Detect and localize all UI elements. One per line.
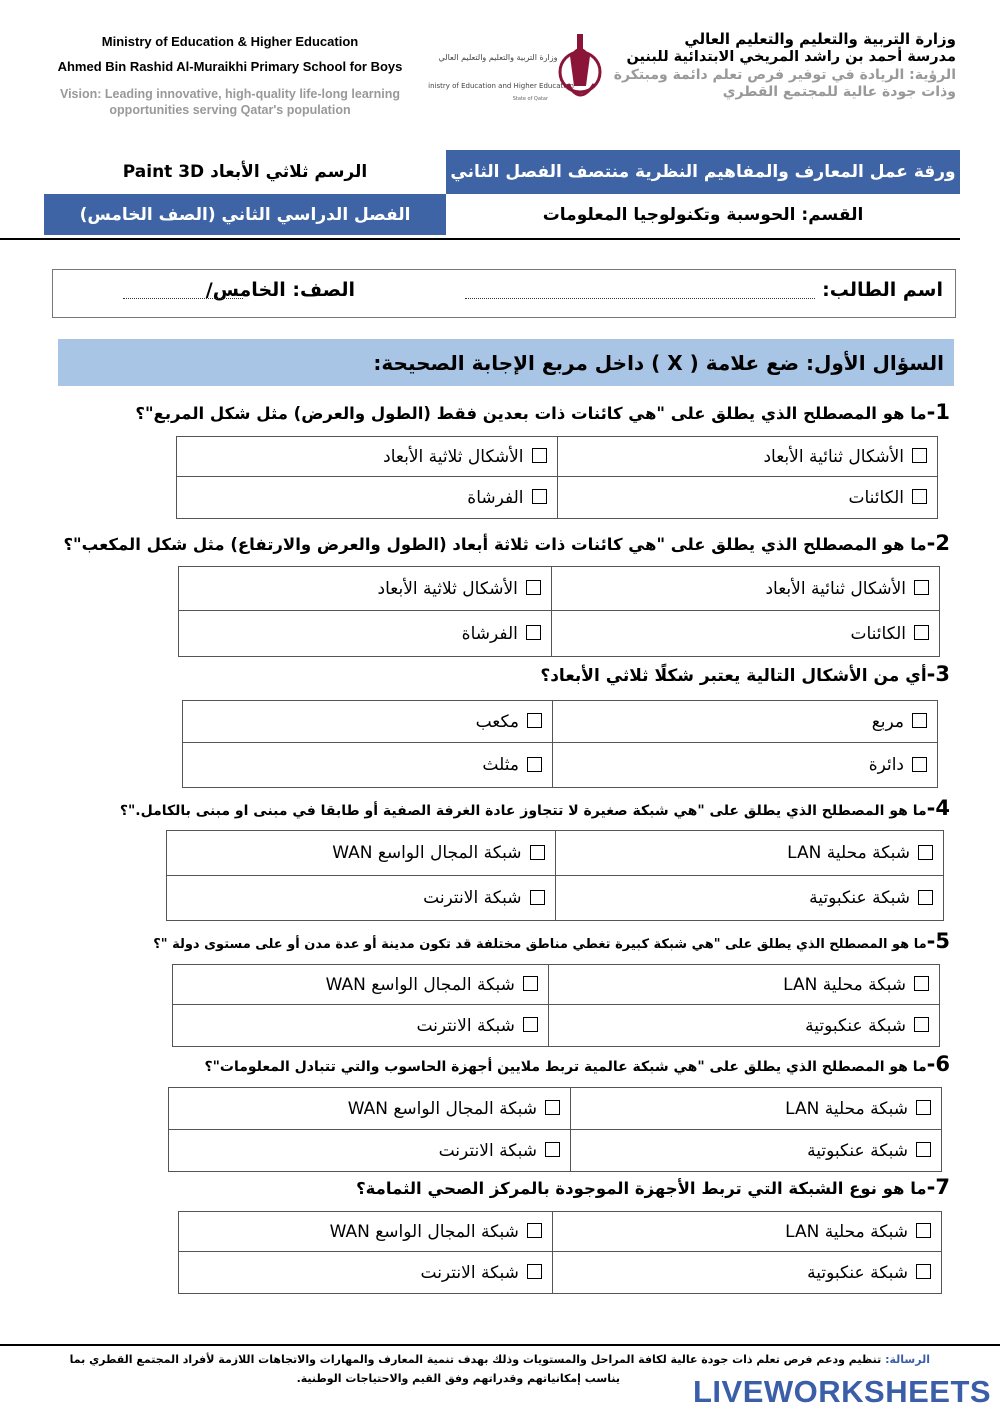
header-divider (0, 238, 960, 240)
message-text-2: يناسب إمكانياتهم وقدراتهم وفق القيم والاحتياجات الوطنية. (296, 1372, 620, 1385)
logo-text-sub: State of Qatar (512, 96, 548, 102)
term-label: الفصل الدراسي الثاني (الصف الخامس) (44, 194, 446, 235)
checkbox-icon[interactable] (912, 489, 927, 504)
student-name-label: اسم الطالب: (822, 279, 943, 301)
student-info-box (52, 269, 956, 318)
checkbox-icon[interactable] (916, 1142, 931, 1157)
option[interactable]: شبكة عنكبوتية (552, 1252, 941, 1294)
option[interactable]: الأشكال ثلاثية الأبعاد (177, 437, 558, 477)
logo-text-ar: وزارة التربية والتعليم والتعليم العالي (438, 53, 558, 62)
header-arabic (600, 30, 956, 100)
school-name-ar: مدرسة أحمد بن راشد المريخي الابتدائية للبنين (626, 49, 956, 65)
checkbox-icon[interactable] (532, 489, 547, 504)
checkbox-icon[interactable] (530, 890, 545, 905)
question-4 (120, 796, 950, 820)
option[interactable]: شبكة الانترنت (167, 876, 556, 921)
vision-ar-line1: الرؤية: الريادة في توفير فرص تعلم دائمة ومبتكرة (613, 67, 956, 83)
option[interactable]: شبكة عنكبوتية (570, 1130, 941, 1172)
option[interactable]: شبكة محلية LAN (570, 1088, 941, 1130)
options-table-2 (178, 566, 940, 657)
checkbox-icon[interactable] (912, 713, 927, 728)
question-text: أي من الأشكال التالية يعتبر شكلًا ثلاثي الأبعاد؟ (540, 666, 927, 686)
logo-text-en: Ministry of Education and Higher Education (428, 82, 574, 90)
options-table-7 (178, 1211, 942, 1294)
department-label: القسم: الحوسبة وتكنولوجيا المعلومات (542, 204, 864, 225)
question-7 (356, 1175, 950, 1199)
question-number: 6- (926, 1052, 950, 1076)
option[interactable]: شبكة الانترنت (173, 1005, 549, 1047)
checkbox-icon[interactable] (527, 757, 542, 772)
checkbox-icon[interactable] (526, 625, 541, 640)
option[interactable]: مكعب (183, 701, 553, 743)
option[interactable]: شبكة المجال الواسع WAN (167, 831, 556, 876)
question-text: ما هو المصطلح الذي يطلق على "هي شبكة عالمية تربط ملايين أجهزة الحاسوب والتي تتبادل المعلومات"؟ (204, 1059, 927, 1075)
question-2 (63, 531, 950, 555)
options-table-1 (176, 436, 938, 519)
question-6 (205, 1052, 951, 1076)
header-english (30, 30, 430, 118)
option[interactable]: شبكة عنكبوتية (555, 876, 944, 921)
question-1 (135, 400, 950, 424)
checkbox-icon[interactable] (916, 1223, 931, 1238)
footer-divider (0, 1344, 1000, 1346)
option[interactable]: الأشكال ثنائية الأبعاد (551, 567, 939, 611)
worksheet-title: ورقة عمل المعارف والمفاهيم النظرية منتصف الفصل الثاني (446, 150, 960, 194)
options-table-5 (172, 964, 940, 1047)
option[interactable]: الأشكال ثلاثية الأبعاد (179, 567, 552, 611)
checkbox-icon[interactable] (918, 890, 933, 905)
qatar-emblem-icon (560, 34, 600, 95)
question-number: 2- (926, 531, 950, 555)
options-table-6 (168, 1087, 942, 1172)
option[interactable]: شبكة الانترنت (169, 1130, 571, 1172)
ministry-name-ar: وزارة التربية والتعليم والتعليم العالي (684, 30, 956, 48)
checkbox-icon[interactable] (523, 976, 538, 991)
question-5 (153, 929, 950, 953)
option[interactable]: الأشكال ثنائية الأبعاد (557, 437, 938, 477)
option[interactable]: شبكة محلية LAN (548, 965, 939, 1005)
option[interactable]: شبكة المجال الواسع WAN (173, 965, 549, 1005)
message-text: تنظيم ودعم فرص تعلم ذات جودة عالية لكافة المراحل والمستويات وذلك بهدف تنمية المعارف والمهارات والاتجاهات اللازمة لأفراد المجتمع القطري بما (69, 1353, 882, 1366)
checkbox-icon[interactable] (523, 1017, 538, 1032)
vision-ar-line2: وذات جودة عالية للمجتمع القطري (722, 84, 956, 100)
checkbox-icon[interactable] (914, 580, 929, 595)
question-text: ما هو المصطلح الذي يطلق على "هي شبكة صغيرة لا تتجاوز عادة الغرفة الصفية أو طابقا في مبنى او مبنى بالكامل."؟ (119, 803, 927, 819)
student-name-field[interactable] (465, 282, 815, 299)
option[interactable]: الكائنات (551, 611, 939, 657)
question-number: 1- (926, 400, 950, 424)
option[interactable]: شبكة محلية LAN (552, 1212, 941, 1252)
checkbox-icon[interactable] (914, 625, 929, 640)
liveworksheets-brand[interactable] (688, 1374, 992, 1410)
checkbox-icon[interactable] (914, 1017, 929, 1032)
message-label: الرسالة: (885, 1353, 930, 1366)
school-name-en: Ahmed Bin Rashid Al-Muraikhi Primary School for Boys (57, 59, 403, 74)
question-number: 5- (926, 929, 950, 953)
option[interactable]: الكائنات (557, 477, 938, 519)
options-table-4 (166, 830, 944, 921)
checkbox-icon[interactable] (916, 1264, 931, 1279)
option[interactable]: شبكة المجال الواسع WAN (169, 1088, 571, 1130)
checkbox-icon[interactable] (545, 1100, 560, 1115)
option[interactable]: مثلث (183, 743, 553, 788)
question-number: 3- (926, 662, 950, 686)
checkbox-icon[interactable] (918, 845, 933, 860)
question-number: 7- (926, 1175, 950, 1199)
topic-title: الرسم ثلاثي الأبعاد Paint 3D (122, 162, 368, 182)
checkbox-icon[interactable] (912, 757, 927, 772)
question-text: ما هو المصطلح الذي يطلق على "هي كائنات ذات ثلاثة أبعاد (الطول والعرض والارتفاع) مثل شكل المكعب"؟ (63, 535, 927, 554)
question-3 (540, 662, 950, 686)
question-text: ما هو نوع الشبكة التي تربط الأجهزة الموجودة بالمركز الصحي الثمامة؟ (356, 1179, 927, 1198)
class-field[interactable] (123, 282, 243, 299)
worksheet-info-table (44, 150, 960, 235)
option[interactable]: شبكة عنكبوتية (548, 1005, 939, 1047)
class-label: الصف: الخامس/ (205, 279, 355, 301)
options-table-3 (182, 700, 938, 788)
option[interactable]: الفرشاة (177, 477, 558, 519)
question-number: 4- (926, 796, 950, 820)
vision-en: Vision: Leading innovative, high-quality life-long learning opportunities serving Qatar's population (59, 87, 401, 117)
checkbox-icon[interactable] (914, 976, 929, 991)
ministry-logo (428, 26, 604, 112)
checkbox-icon[interactable] (545, 1142, 560, 1157)
checkbox-icon[interactable] (530, 845, 545, 860)
checkbox-icon[interactable] (532, 448, 547, 463)
checkbox-icon[interactable] (527, 1223, 542, 1238)
liveworksheets-logo-icon (688, 1378, 689, 1406)
option[interactable]: شبكة الانترنت (179, 1252, 553, 1294)
option[interactable]: شبكة محلية LAN (555, 831, 944, 876)
checkbox-icon[interactable] (527, 713, 542, 728)
brand-text: LIVEWORKSHEETS (693, 1374, 992, 1409)
option[interactable]: الفرشاة (179, 611, 552, 657)
question-text: ما هو المصطلح الذي يطلق على "هي كائنات ذات بعدين فقط (الطول والعرض) مثل شكل المربع"؟ (135, 404, 927, 423)
checkbox-icon[interactable] (526, 580, 541, 595)
option[interactable]: مربع (552, 701, 937, 743)
checkbox-icon[interactable] (527, 1264, 542, 1279)
ministry-name-en: Ministry of Education & Higher Education (101, 34, 359, 49)
checkbox-icon[interactable] (916, 1100, 931, 1115)
question-text: ما هو المصطلح الذي يطلق على "هي شبكة كبيرة تغطي مناطق مختلفة قد تكون مدينة أو عدة مدن أو على مستوى دولة "؟ (153, 937, 927, 952)
option[interactable]: دائرة (552, 743, 937, 788)
option[interactable]: شبكة المجال الواسع WAN (179, 1212, 553, 1252)
section-title: السؤال الأول: ضع علامة ( X ) داخل مربع الإجابة الصحيحة: (58, 339, 954, 386)
checkbox-icon[interactable] (912, 448, 927, 463)
